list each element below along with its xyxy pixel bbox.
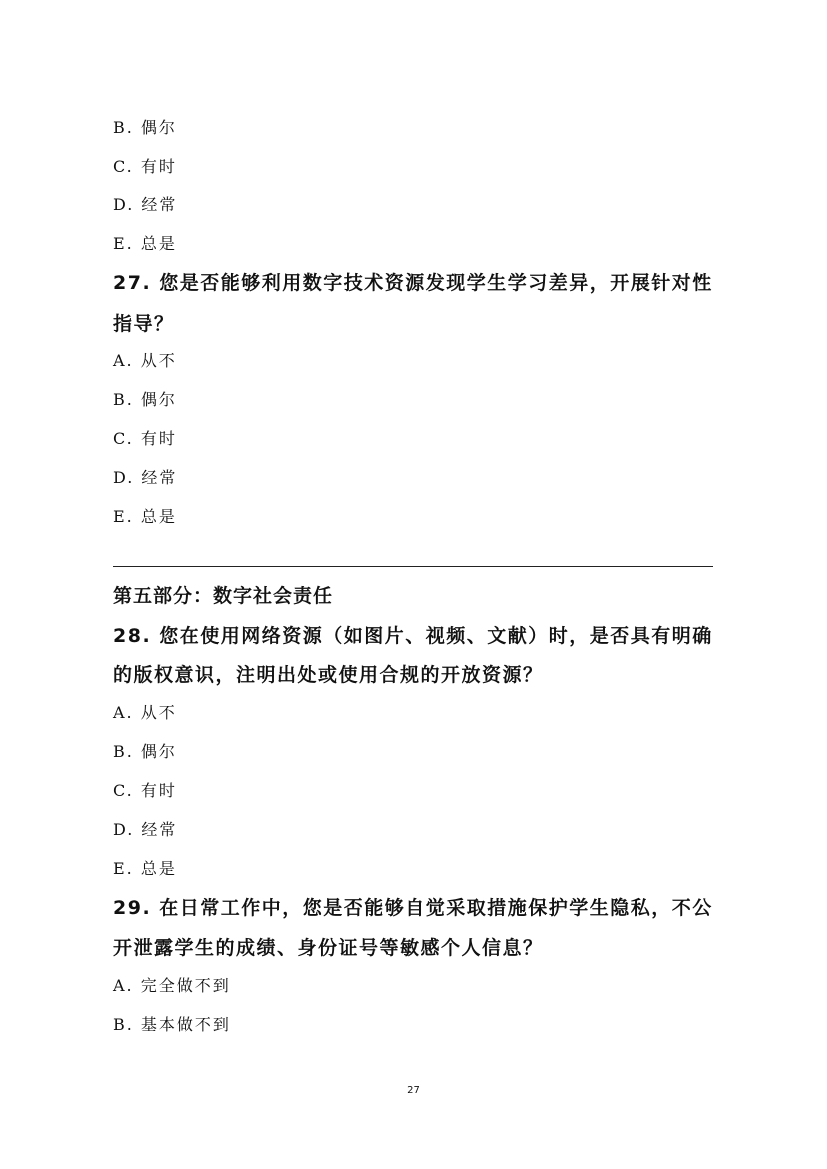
page-number: 27 <box>407 1085 420 1096</box>
option-e: E. 总是 <box>113 859 177 878</box>
option-b: B. 偶尔 <box>113 390 177 409</box>
option-d: D. 经常 <box>113 820 178 839</box>
question-27-text-line1: 27. 您是否能够利用数字技术资源发现学生学习差异，开展针对性 <box>113 272 713 294</box>
section-divider <box>113 566 713 567</box>
option-c: C. 有时 <box>113 157 177 176</box>
option-a: A. 完全做不到 <box>113 976 231 995</box>
option-c: C. 有时 <box>113 781 177 800</box>
option-e: E. 总是 <box>113 507 177 526</box>
question-29-text-line2: 开泄露学生的成绩、身份证号等敏感个人信息？ <box>113 937 544 959</box>
question-28-text-line1: 28. 您在使用网络资源（如图片、视频、文献）时，是否具有明确 <box>113 625 713 647</box>
option-e: E. 总是 <box>113 234 177 253</box>
option-b: B. 偶尔 <box>113 742 177 761</box>
question-27-text-line2: 指导？ <box>113 313 175 335</box>
option-b: B. 基本做不到 <box>113 1015 231 1034</box>
option-d: D. 经常 <box>113 468 178 487</box>
option-b: B. 偶尔 <box>113 118 177 137</box>
option-c: C. 有时 <box>113 429 177 448</box>
option-a: A. 从不 <box>113 351 177 370</box>
option-a: A. 从不 <box>113 703 177 722</box>
section-5-heading: 第五部分：数字社会责任 <box>113 585 334 607</box>
question-29-text-line1: 29. 在日常工作中，您是否能够自觉采取措施保护学生隐私，不公 <box>113 897 713 919</box>
question-28-text-line2: 的版权意识，注明出处或使用合规的开放资源？ <box>113 664 544 686</box>
option-d: D. 经常 <box>113 195 178 214</box>
